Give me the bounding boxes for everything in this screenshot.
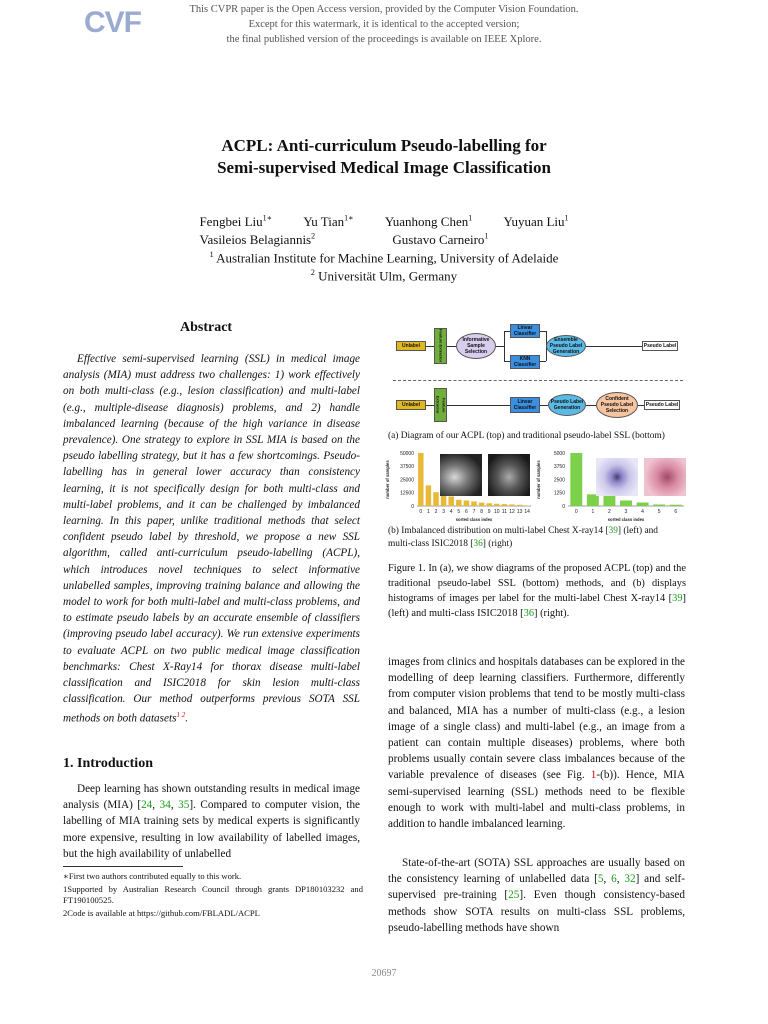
diagram-linear-box: Linear Classifier [510, 397, 540, 413]
x-tick-label: 3 [624, 509, 628, 515]
arrow [540, 361, 546, 362]
y-tick-label: 1250 [553, 490, 565, 497]
y-tick-label: 5000 [553, 450, 565, 457]
x-tick-label: 11 [501, 509, 508, 515]
x-tick-label: 4 [449, 509, 453, 515]
x-tick-label: 5 [657, 509, 661, 515]
x-tick-label: 7 [472, 509, 476, 515]
x-tick-label: 3 [442, 509, 445, 515]
y-tick-label: 3750 [553, 464, 565, 471]
figure-caption-b: (b) Imbalanced distribution on multi-label Chest X-ray14 [39] (left) and multi-class ISIC2018 [36] (right) [388, 526, 658, 549]
x-tick-label: 0 [574, 509, 578, 515]
arrow [540, 405, 548, 406]
bar [509, 504, 514, 506]
affiliation-1: $^1$ Australian Institute for Machine Learning, University of Adelaide [209, 250, 559, 266]
footnote-rule [63, 866, 183, 867]
diagram-confident-box: Confident Pseudo Label Selection [596, 392, 638, 418]
footnote-2[interactable]: 2Code is available at https://github.com/FBLADL/ACPL [63, 908, 260, 918]
arrow [496, 346, 504, 347]
bar [433, 492, 438, 506]
bar [448, 496, 453, 506]
cvf-logo: CVF [84, 6, 141, 39]
citation-link[interactable]: 36 [473, 538, 483, 549]
bar [456, 500, 461, 506]
diagram-info-selection-box: Informative Sample Selection [456, 333, 496, 359]
figure-caption-a: (a) Diagram of our ACPL (top) and traditional pseudo-label SSL (bottom) [388, 431, 665, 441]
author-name: Yuanhong Chen$^1$ [384, 214, 473, 230]
right-paragraph-2: State-of-the-art (SOTA) SSL approaches are usually based on the consistency learning of unlabelled data [5, 6, 32] and self-supervised pre-training [25]. Even though consistency-based methods show SOTA results on multi-class SSL problems, pseudo-labelling methods have shown [388, 857, 686, 934]
paper-title-line-1: ACPL: Anti-curriculum Pseudo-labelling for [221, 136, 547, 155]
x-axis-label: sorted class index [607, 517, 645, 522]
right-paragraph-1: images from clinics and hospitals databases can be explored in the modelling of deep learning classifiers. Furthermore, differently from computer vision problems that tend to be mostly multi-class and balanced, MIA has a number of multi-class (e.g., a lesion image of a single class) and multi-label (e.g., an image from a patient can contain multiple diseases) problems, where both problems usually contain severe class imbalances because of the variable prevalence of diseases (see Fig. 1-(b)). Hence, MIA semi-supervised learning (SSL) methods need to be flexible enough to work with multi-label and multi-class problems, in addition to handle imbalanced learning. [388, 656, 685, 831]
chest-xray-thumbnail-2 [488, 454, 530, 496]
diagram-pseudo-label-box: Pseudo Label [643, 343, 677, 349]
x-tick-label: 12 [509, 509, 515, 515]
watermark-line-3: the final published version of the proceedings is available on IEEE Xplore. [226, 34, 542, 45]
x-tick-label: 1 [591, 509, 595, 515]
bar [486, 503, 491, 506]
citation-link[interactable]: 36 [523, 608, 535, 619]
skin-lesion-thumbnail-1 [596, 458, 638, 496]
arrow [586, 346, 642, 347]
bar [517, 505, 522, 506]
y-axis-label: number of samples [536, 460, 541, 499]
citation-link[interactable]: 5 [597, 873, 604, 886]
citation-link[interactable]: 39 [608, 526, 618, 536]
bar [418, 453, 423, 506]
x-tick-label: 10 [494, 509, 500, 515]
diagram-extractor-box: Feature Extractor [434, 328, 447, 364]
footnote-1: 1Supported by Australian Research Council through grants DP180103232 and FT190100525. [63, 884, 363, 906]
bar [603, 494, 615, 506]
x-tick-label: 14 [524, 509, 530, 515]
chest-xray-thumbnail-1 [440, 454, 482, 496]
arrow [426, 346, 434, 347]
citation-link[interactable]: 34 [159, 799, 171, 812]
y-tick-label: 0 [562, 503, 565, 510]
diagram-pseudo-label-box: Pseudo Label [645, 402, 679, 408]
bar [464, 500, 469, 506]
intro-paragraph: Deep learning has shown outstanding results in medical image analysis (MIA) [24, 34, 35]. Compared to computer vision, the labelling of MIA training sets by medical experts is significantly more expensive, resulting in low availability of labelled images, but the high availability of unlabelled [63, 783, 361, 860]
bar [494, 504, 499, 506]
bar [637, 503, 649, 506]
citation-link[interactable]: 35 [178, 799, 190, 812]
y-axis-label: number of samples [385, 460, 390, 499]
x-tick-label: 6 [465, 509, 468, 515]
affiliation-2: $^2$ Universität Ulm, Germany [310, 268, 458, 284]
skin-lesion-thumbnail-2 [644, 458, 686, 496]
bar [502, 504, 507, 506]
diagram-unlabel-box: Unlabel [396, 341, 426, 351]
citation-link[interactable]: 24 [141, 799, 153, 812]
y-tick-label: 37500 [400, 464, 414, 471]
footnote-0: ∗First two authors contributed equally to this work. [63, 871, 242, 881]
author-name: Yuyuan Liu$^1$ [503, 214, 569, 230]
bar [479, 503, 484, 506]
x-tick-label: 6 [674, 509, 678, 515]
y-tick-label: 25000 [400, 477, 414, 484]
x-tick-label: 5 [457, 509, 461, 515]
intro-heading: 1. Introduction [63, 756, 153, 771]
author-line-2 [0, 232, 728, 248]
diagram-generation-box: Pseudo Label Generation [548, 394, 586, 416]
x-tick-label: 8 [480, 509, 483, 515]
x-tick-label: 13 [516, 509, 523, 515]
y-tick-label: 50000 [400, 450, 414, 457]
abstract-text: Effective semi-supervised learning (SSL) in medical image analysis (MIA) must address two challenges: 1) work effectively on both multi-class (e.g., lesion classification) and multi-label (e.g., multiple-disease diagnosis) problems, and 2) handle imbalanced learning (because of the high variance in disease prevalence). One strategy to explore in SSL MIA is based on the pseudo labelling strategy, but it has a few shortcomings. Pseudo-labelling has in general lower accuracy than consistency learning, it is not specifically design for both multi-class and multi-label problems, and it can be challenged by imbalanced learning. In this paper, unlike traditional methods that select confident pseudo label by threshold, we propose a new SSL algorithm, called anti-curriculum pseudo-labelling (ACPL), which introduces novel techniques to select informative unlabelled samples, improving training balance and allowing the model to work for both multi-label and multi-class problems, and to estimate pseudo labels by an accurate ensemble of classifiers (improving pseudo label accuracy). We run extensive experiments to evaluate ACPL on two public medical image classification benchmarks: Chest X-Ray14 for thorax disease multi-label classification and ISIC2018 for skin lesion multi-class classification. Our method outperforms previous SOTA SSL methods on both datasets$^{1 2}$. [63, 353, 360, 726]
y-tick-label: 12500 [400, 490, 414, 497]
author-name: Fengbei Liu$^{1∗}$ [199, 214, 273, 230]
watermark-line-1: This CVPR paper is the Open Access version, provided by the Computer Vision Foundation. [189, 4, 579, 15]
arrow [447, 405, 510, 406]
diagram-extractor-box: Feature Extractor [434, 388, 447, 422]
x-tick-label: 4 [641, 509, 644, 515]
page-number: 20697 [371, 968, 397, 979]
figure-link[interactable]: 1 [590, 769, 597, 782]
diagram-unlabel-box: Unlabel [396, 400, 426, 410]
bar [587, 494, 599, 506]
diagram-divider [393, 380, 683, 381]
x-tick-label: 9 [487, 509, 491, 515]
figure-caption-main: Figure 1. In (a), we show diagrams of the proposed ACPL (top) and the traditional pseudo-label SSL (bottom) methods, and (b) displays histograms of images per label for the multi-label Chest X-ray14 [39] (left) and multi-class ISIC2018 [36] (right). [388, 563, 686, 619]
diagram-ensemble-box: Ensemble Pseudo Label Generation [546, 335, 586, 357]
author-line-1 [0, 214, 768, 230]
x-axis-label: sorted class index [455, 517, 493, 522]
arrow [586, 405, 596, 406]
citation-link[interactable]: 39 [672, 593, 683, 604]
citation-link[interactable]: 6 [611, 873, 617, 886]
watermark-line-2: Except for this watermark, it is identical to the accepted version; [248, 19, 520, 30]
diagram-knn-box: KNN Classifier [510, 355, 540, 369]
x-tick-label: 2 [608, 509, 611, 515]
bar [441, 495, 446, 506]
bar [653, 505, 665, 506]
bar [670, 505, 682, 506]
bar [570, 453, 582, 506]
y-tick-label: 0 [411, 503, 414, 510]
author-name: Vasileios Belagiannis$^2$ [199, 232, 316, 248]
x-tick-label: 0 [419, 509, 423, 515]
abstract-heading: Abstract [180, 320, 233, 335]
x-tick-label: 1 [427, 509, 430, 515]
bar [471, 501, 476, 506]
citation-link[interactable]: 25 [508, 889, 520, 902]
diagram-linear-box: Linear Classifier [510, 324, 540, 338]
author-name: Gustavo Carneiro$^1$ [392, 232, 489, 248]
paper-title-line-2: Semi-supervised Medical Image Classification [217, 158, 551, 177]
arrow [447, 346, 456, 347]
y-tick-label: 2500 [553, 477, 565, 484]
bar [620, 500, 632, 506]
arrow [426, 405, 434, 406]
citation-link[interactable]: 32 [624, 873, 636, 886]
x-tick-label: 2 [434, 509, 438, 515]
author-name: Yu Tian$^{1∗}$ [303, 214, 354, 230]
bar [426, 485, 431, 506]
